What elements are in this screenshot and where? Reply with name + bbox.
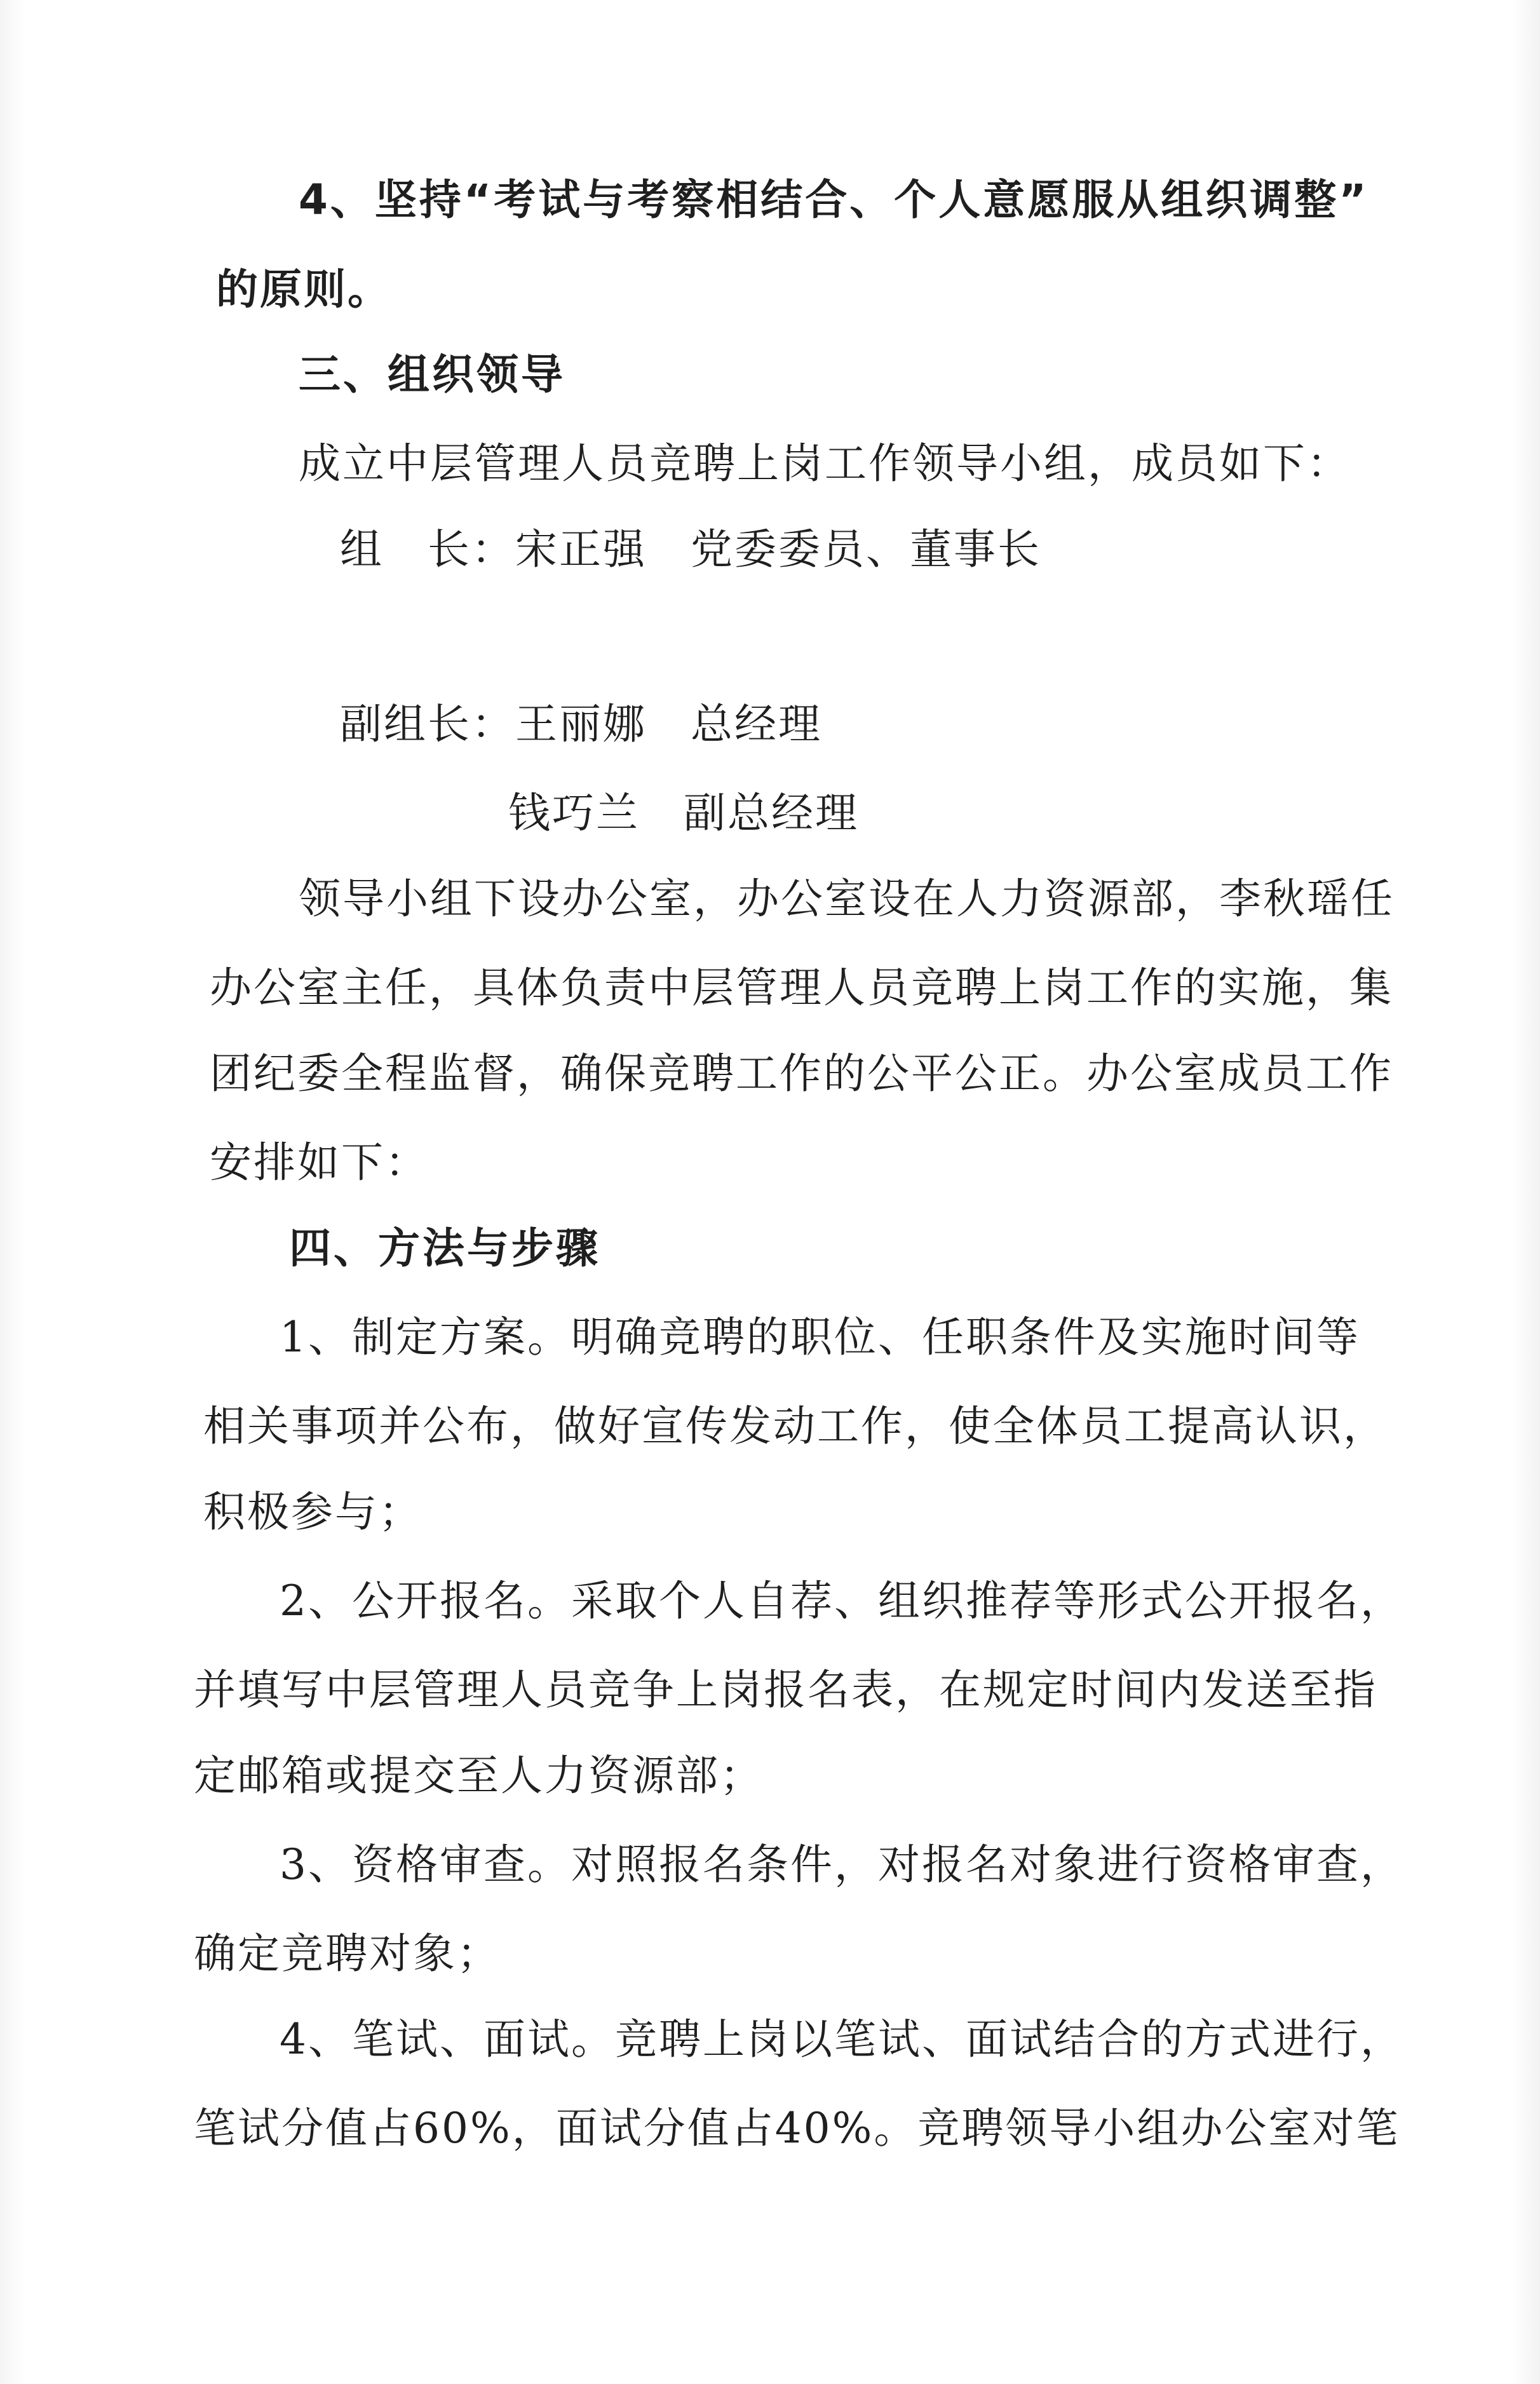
step-3-line-2: 确定竞聘对象； (194, 1929, 501, 1978)
office-paragraph-line-2: 办公室主任，具体负责中层管理人员竞聘上岗工作的实施，集 (210, 963, 1393, 1012)
office-paragraph-line-1: 领导小组下设办公室，办公室设在人力资源部，李秋瑶任 (299, 874, 1395, 923)
step-2-line-2: 并填写中层管理人员竞争上岗报名表，在规定时间内发送至指 (194, 1665, 1377, 1714)
office-paragraph-line-4: 安排如下： (210, 1138, 429, 1187)
deputy-leader-line-2: 钱巧兰 副总经理 (508, 789, 859, 837)
step-3-line-1: 3、资格审查。对照报名条件，对报名对象进行资格审查， (280, 1840, 1404, 1889)
step-1-line-3: 积极参与； (203, 1487, 422, 1536)
step-2-line-3: 定邮箱或提交至人力资源部； (194, 1751, 764, 1800)
step-1-line-2: 相关事项并公布，做好宣传发动工作，使全体员工提高认识， (203, 1402, 1387, 1451)
section-4-heading: 四、方法与步骤 (289, 1224, 600, 1273)
deputy-leader-line-1: 副组长：王丽娜 总经理 (340, 700, 822, 748)
step-4-line-1: 4、笔试、面试。竞聘上岗以笔试、面试结合的方式进行， (280, 2015, 1404, 2064)
section-3-intro: 成立中层管理人员竞聘上岗工作领导小组，成员如下： (299, 439, 1351, 488)
principle-4-line-1: 4、坚持“考试与考察相结合、个人意愿服从组织调整” (299, 175, 1369, 224)
section-3-heading: 三、组织领导 (299, 350, 565, 399)
step-4-line-2: 笔试分值占60%，面试分值占40%。竞聘领导小组办公室对笔 (194, 2104, 1400, 2153)
step-1-line-1: 1、制定方案。明确竞聘的职位、任职条件及实施时间等 (280, 1313, 1360, 1362)
principle-4-line-2: 的原则。 (216, 264, 391, 314)
office-paragraph-line-3: 团纪委全程监督，确保竞聘工作的公平公正。办公室成员工作 (210, 1049, 1393, 1098)
leader-line: 组 长：宋正强 党委委员、董事长 (340, 525, 1041, 574)
step-2-line-1: 2、公开报名。采取个人自荐、组织推荐等形式公开报名， (280, 1576, 1404, 1625)
